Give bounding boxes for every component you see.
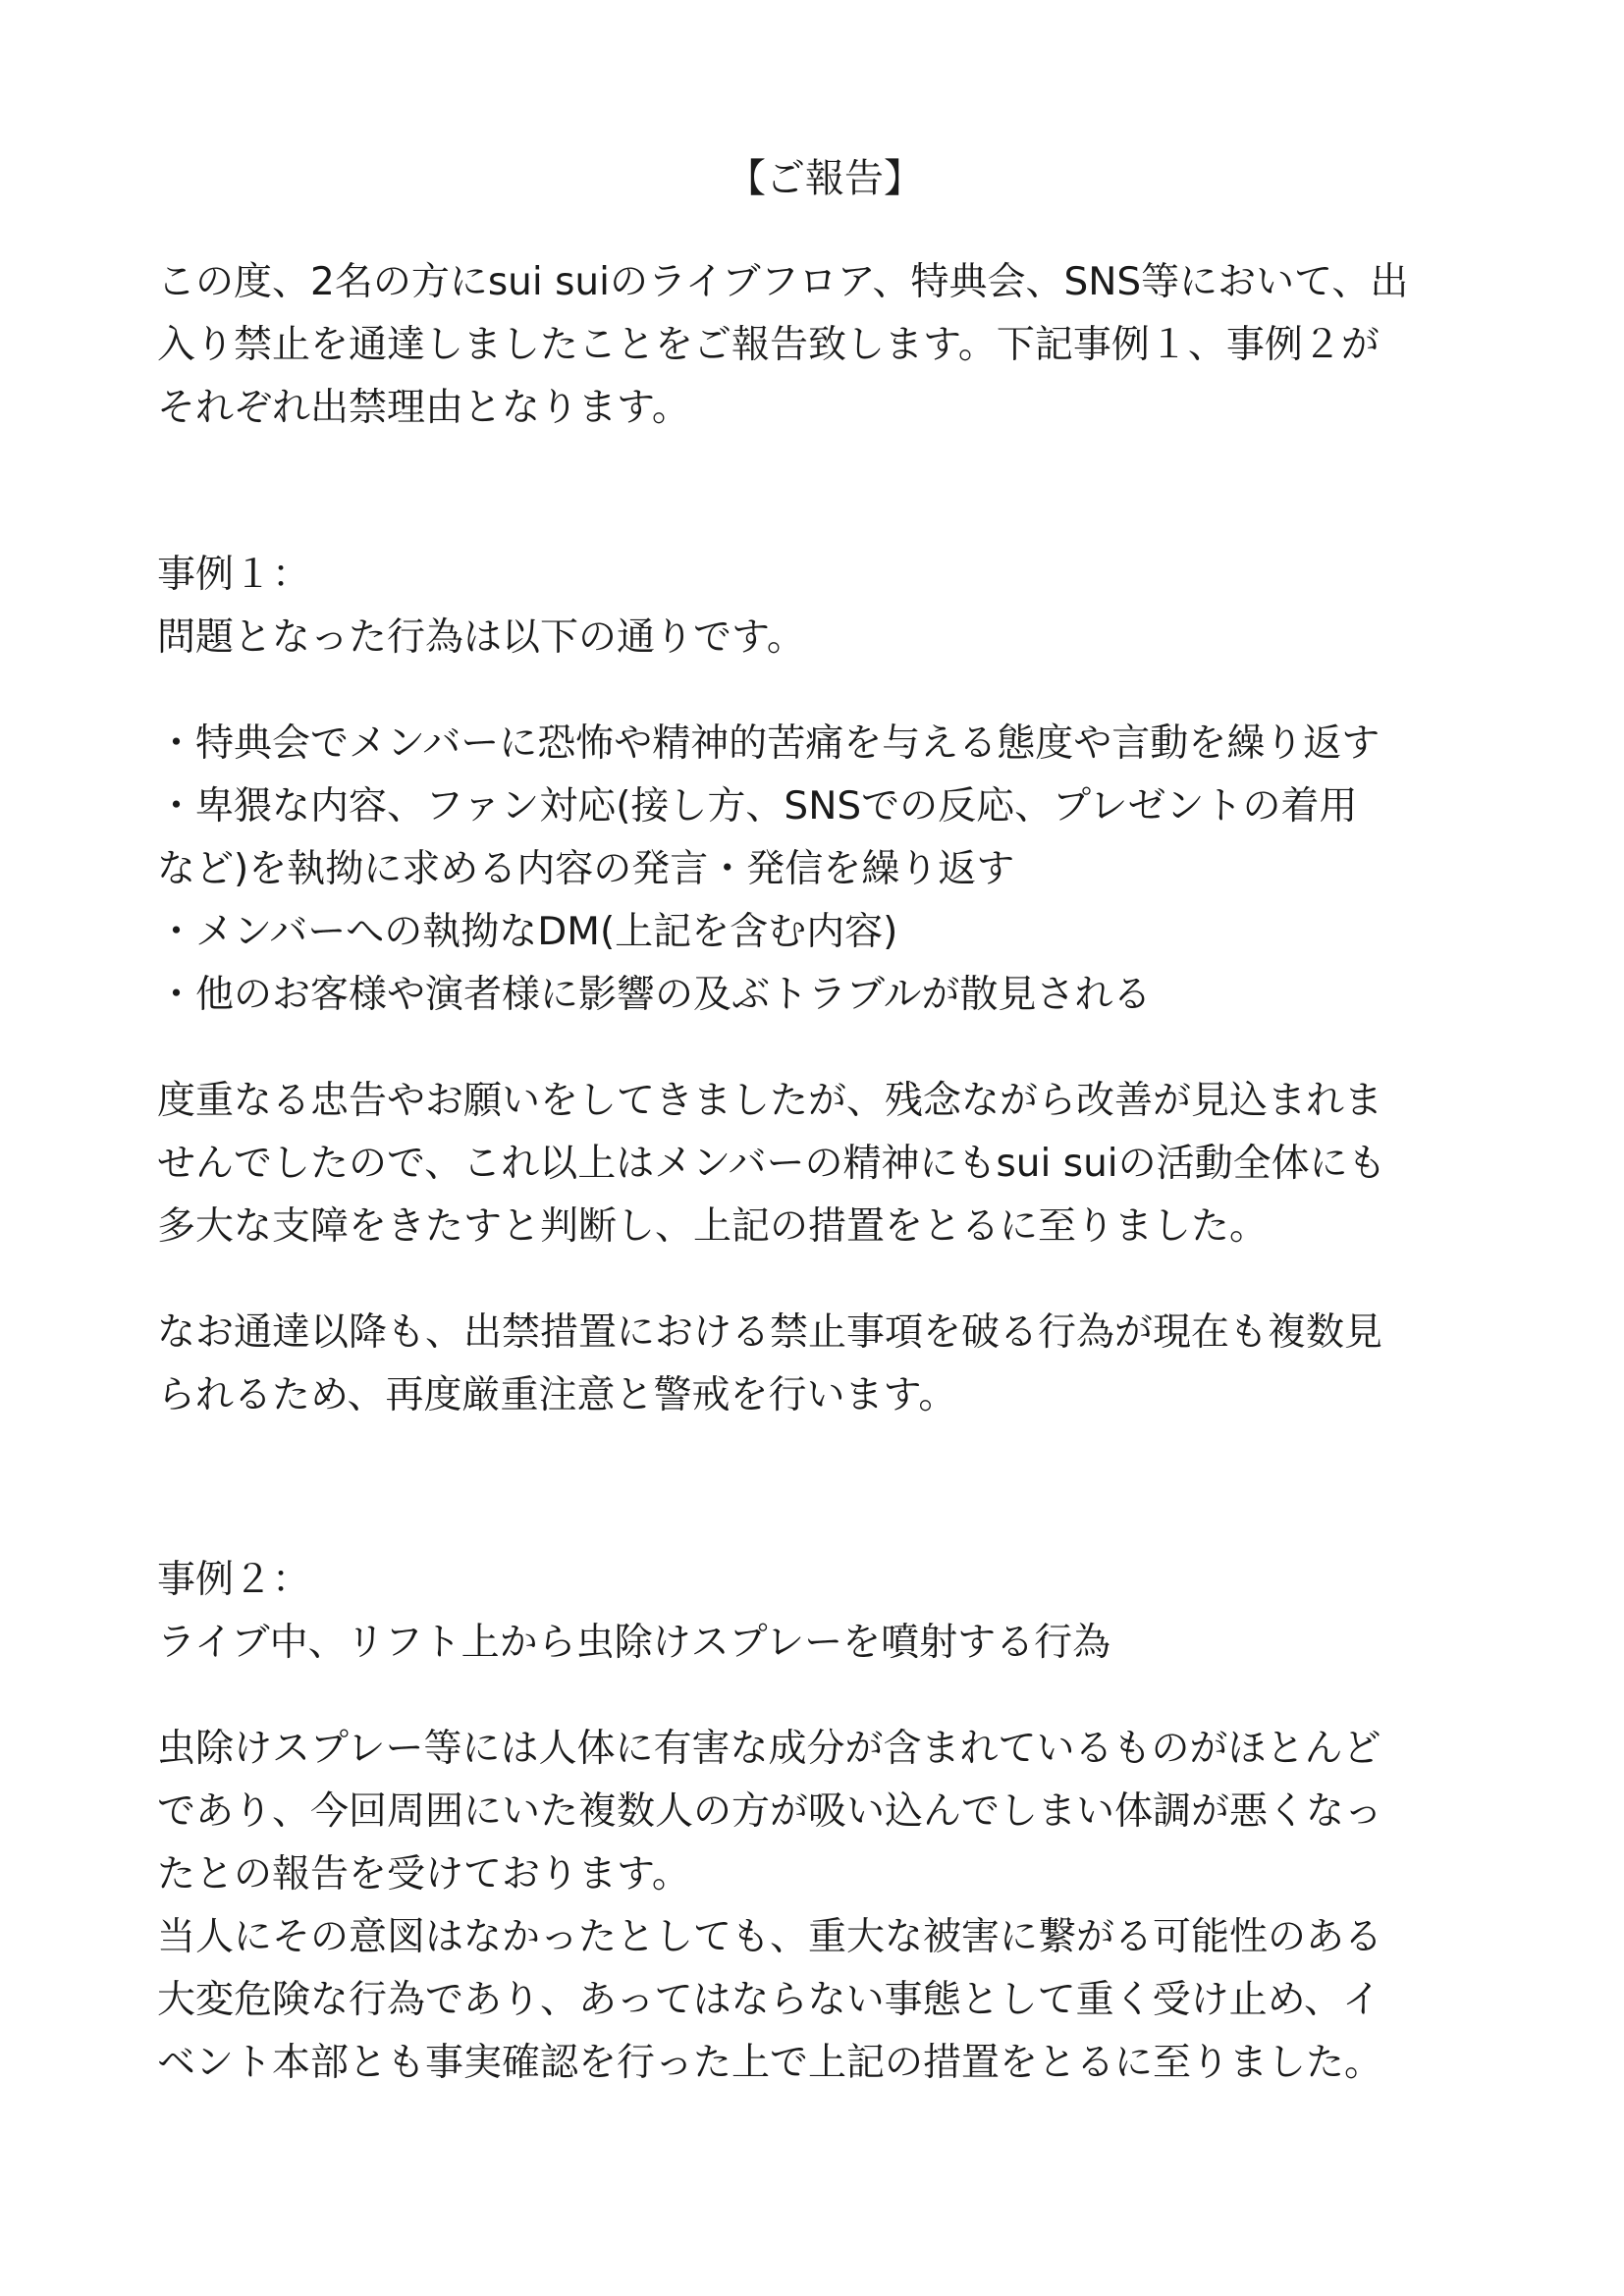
list-item: ・メンバーへの執拗なDM(上記を含む内容) xyxy=(157,910,898,954)
case1-heading: 事例１： xyxy=(157,553,311,597)
case2-section xyxy=(157,1549,1473,1675)
list-item: など)を執拗に求める内容の発言・発信を繰り返す xyxy=(157,847,1015,891)
intro-line: 入り禁止を通達しましたことをご報告致します。下記事例１、事例２が xyxy=(157,323,1380,367)
paragraph-line: たとの報告を受けております。 xyxy=(157,1852,690,1896)
list-item: ・特典会でメンバーに恐怖や精神的苦痛を与える態度や言動を繰り返す xyxy=(157,721,1380,766)
case1-reason-paragraph xyxy=(157,1070,1473,1258)
list-item: ・他のお客様や演者様に影響の及ぶトラブルが散見される xyxy=(157,973,1152,1017)
paragraph-line: であり、今回周囲にいた複数人の方が吸い込んでしまい体調が悪くなっ xyxy=(157,1789,1383,1834)
intro-line: この度、2名の方にsui suiのライブフロア、特典会、SNS等において、出 xyxy=(157,260,1409,304)
paragraph-line: せんでしたので、これ以上はメンバーの精神にもsui suiの活動全体にも xyxy=(157,1142,1386,1186)
announcement-document xyxy=(157,147,1473,2095)
case2-heading: 事例２： xyxy=(157,1558,311,1602)
paragraph-line: 多大な支障をきたすと判断し、上記の措置をとるに至りました。 xyxy=(157,1204,1269,1249)
intro-line: それぞれ出禁理由となります。 xyxy=(157,386,690,430)
paragraph-line: 虫除けスプレー等には人体に有害な成分が含まれているものがほとんど xyxy=(157,1727,1381,1771)
list-item: ・卑猥な内容、ファン対応(接し方、SNSでの反応、プレゼントの着用 xyxy=(157,784,1358,828)
document-title: 【ご報告】 xyxy=(727,156,923,201)
case2-body-paragraph xyxy=(157,1718,1473,2095)
paragraph-line: 当人にその意図はなかったとしても、重大な被害に繋がる可能性のある xyxy=(157,1915,1383,1959)
paragraph-line: られるため、再度厳重注意と警戒を行います。 xyxy=(157,1373,957,1417)
paragraph-line: なお通達以降も、出禁措置における禁止事項を破る行為が現在も複数見 xyxy=(157,1310,1383,1355)
case1-lead: 問題となった行為は以下の通りです。 xyxy=(157,615,805,660)
paragraph-line: 度重なる忠告やお願いをしてきましたが、残念ながら改善が見込まれま xyxy=(157,1079,1383,1123)
case1-bullet-list xyxy=(157,713,1473,1027)
case1-section xyxy=(157,544,1473,669)
paragraph-line: ベント本部とも事実確認を行った上で上記の措置をとるに至りました。 xyxy=(157,2041,1383,2085)
case1-followup-paragraph xyxy=(157,1302,1473,1427)
case2-lead: ライブ中、リフト上から虫除けスプレーを噴射する行為 xyxy=(157,1621,1111,1665)
intro-paragraph xyxy=(157,251,1473,440)
paragraph-line: 大変危険な行為であり、あってはならない事態として重く受け止め、イ xyxy=(157,1978,1381,2022)
